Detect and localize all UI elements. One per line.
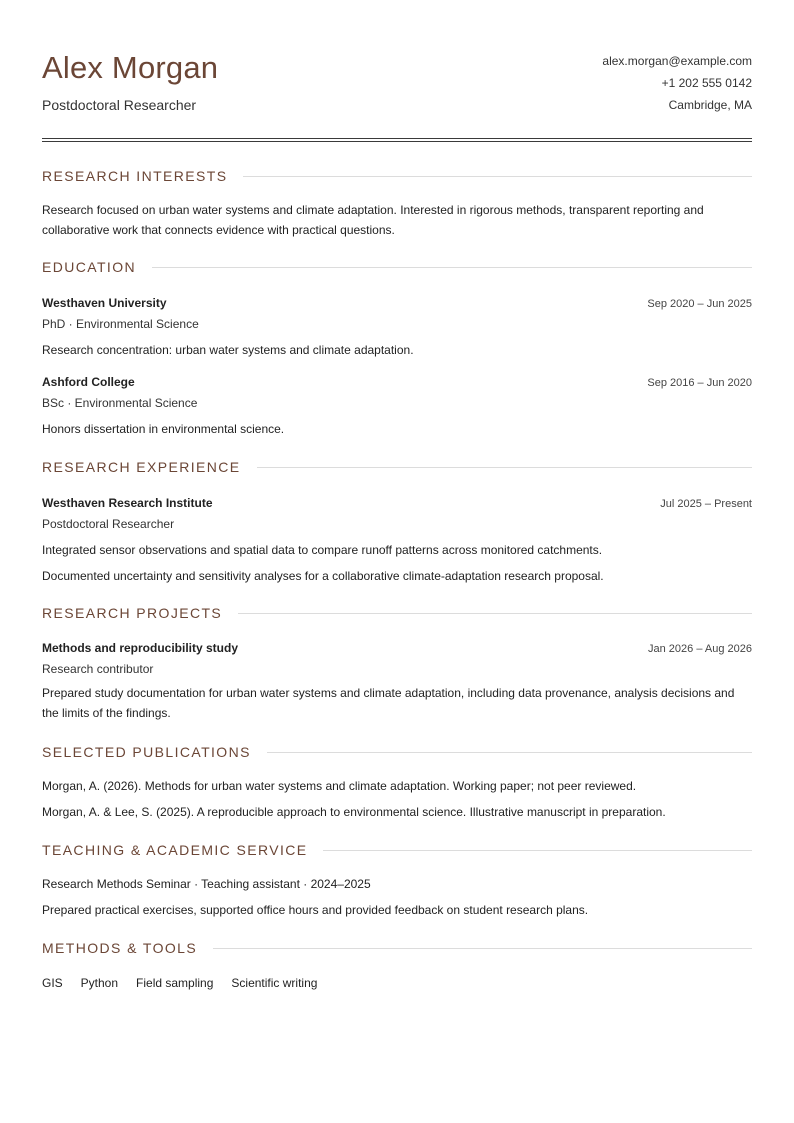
experience-bullet: Documented uncertainty and sensitivity analyses for a collaborative climate-adaptation research proposal.	[42, 569, 604, 583]
project-name: Methods and reproducibility study	[42, 641, 239, 655]
section-research-experience	[42, 458, 752, 583]
section-education	[42, 258, 752, 436]
entry-note: Research concentration: urban water systems and climate adaptation.	[42, 343, 414, 357]
school-name: Ashford College	[42, 375, 135, 389]
section-divider	[152, 267, 752, 268]
section-title: EDUCATION	[42, 259, 137, 275]
section-divider	[238, 613, 752, 614]
tool-item: GIS	[42, 976, 63, 990]
entry-dates: Jan 2026 – Aug 2026	[648, 643, 752, 655]
project-entry	[42, 641, 752, 723]
section-teaching	[42, 841, 752, 917]
education-entry	[42, 296, 752, 357]
header-divider	[42, 138, 752, 142]
entry-dates: Sep 2020 – Jun 2025	[647, 298, 752, 310]
section-title: RESEARCH EXPERIENCE	[42, 459, 241, 475]
section-research-projects	[42, 604, 752, 723]
section-divider	[257, 467, 752, 468]
organization-name: Westhaven Research Institute	[42, 496, 213, 510]
resume-page	[42, 0, 752, 990]
section-divider	[323, 850, 752, 851]
school-name: Westhaven University	[42, 296, 167, 310]
section-divider	[243, 176, 752, 177]
experience-bullet: Integrated sensor observations and spatial data to compare runoff patterns across monitored catchments.	[42, 543, 603, 557]
section-divider	[213, 948, 752, 949]
entry-note: Honors dissertation in environmental science.	[42, 422, 285, 436]
tool-item: Python	[80, 976, 119, 990]
project-description: Prepared study documentation for urban water systems and climate adaptation, including data provenance, analysis decisions and the limits of the findings.	[42, 686, 735, 720]
tools-list	[42, 976, 752, 990]
tool-item: Field sampling	[136, 976, 214, 990]
publication-item: Morgan, A. (2026). Methods for urban water systems and climate adaptation. Working paper; not peer reviewed.	[42, 779, 637, 793]
section-title: RESEARCH PROJECTS	[42, 605, 223, 621]
section-title: RESEARCH INTERESTS	[42, 168, 228, 184]
contact-block	[602, 54, 752, 120]
section-title: TEACHING & ACADEMIC SERVICE	[42, 842, 308, 858]
section-title: SELECTED PUBLICATIONS	[42, 744, 251, 760]
education-entry	[42, 375, 752, 436]
contact-location: Cambridge, MA	[668, 98, 752, 112]
entry-dates: Sep 2016 – Jun 2020	[647, 377, 752, 389]
degree: PhD · Environmental Science	[42, 317, 199, 331]
job-role: Postdoctoral Researcher	[42, 517, 175, 531]
teaching-line: Research Methods Seminar · Teaching assistant · 2024–2025	[42, 877, 371, 891]
degree: BSc · Environmental Science	[42, 396, 198, 410]
experience-entry	[42, 496, 752, 583]
section-research-interests	[42, 167, 752, 240]
section-title: METHODS & TOOLS	[42, 940, 198, 956]
teaching-description: Prepared practical exercises, supported office hours and provided feedback on student research plans.	[42, 903, 589, 917]
entry-dates: Jul 2025 – Present	[660, 498, 752, 510]
section-publications	[42, 743, 752, 819]
publication-item: Morgan, A. & Lee, S. (2025). A reproducible approach to environmental science. Illustrative manuscript in preparation.	[42, 805, 666, 819]
contact-phone: +1 202 555 0142	[661, 76, 752, 90]
person-name: Alex Morgan	[42, 50, 219, 85]
resume-header	[42, 0, 752, 140]
section-divider	[267, 752, 752, 753]
tool-item: Scientific writing	[231, 976, 318, 990]
person-role: Postdoctoral Researcher	[42, 97, 197, 113]
project-role: Research contributor	[42, 662, 154, 676]
section-methods-tools	[42, 939, 752, 990]
contact-email: alex.morgan@example.com	[602, 54, 752, 68]
research-interests-text: Research focused on urban water systems and climate adaptation. Interested in rigorous methods, transparent reporting and collaborative work that connects evidence with practical questions.	[42, 203, 704, 237]
